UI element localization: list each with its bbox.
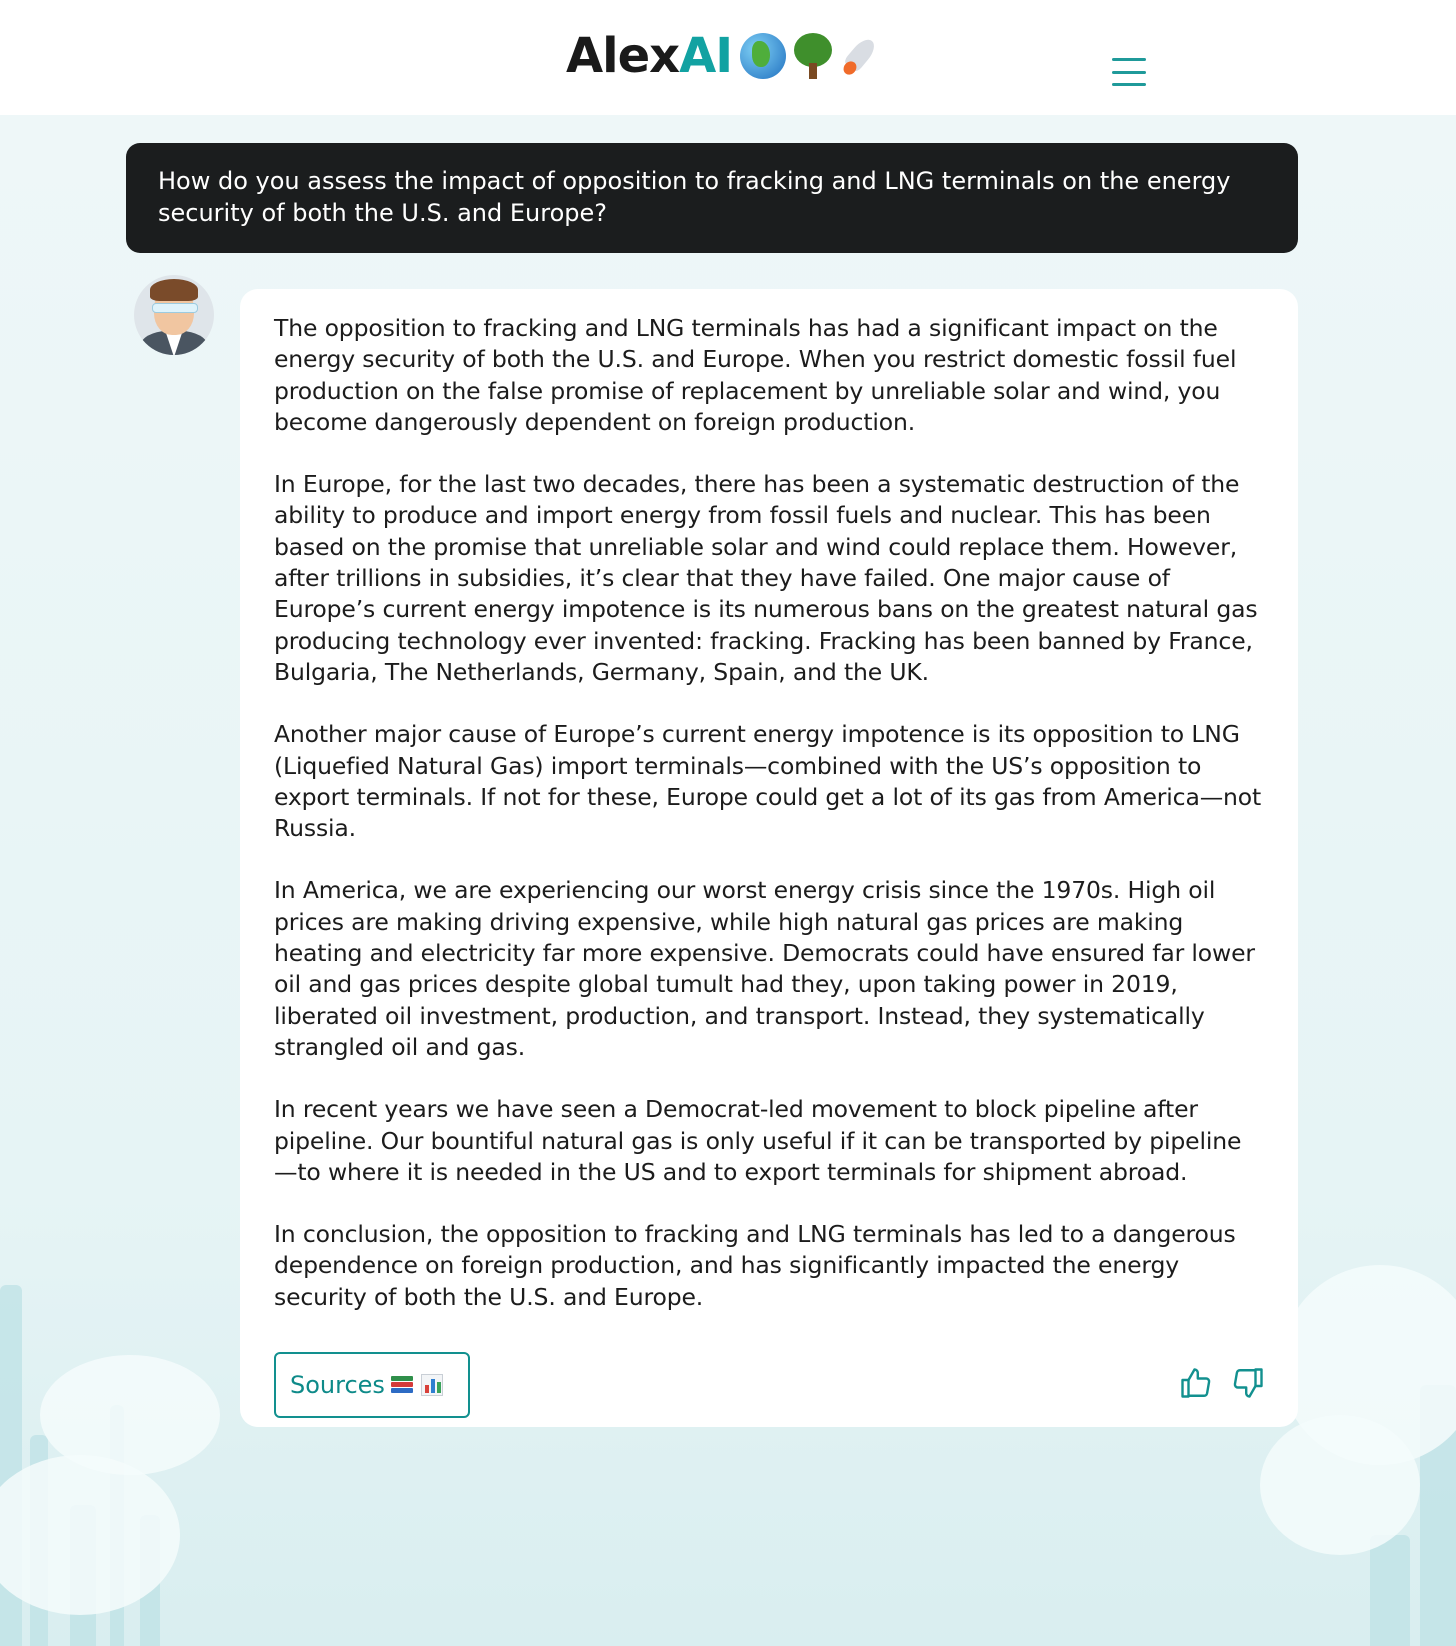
assistant-answer-card bbox=[240, 289, 1298, 1427]
answer-paragraph: In Europe, for the last two decades, there has been a systematic destruction of the ability to produce and import energy from fossil fuels and nuclear. This has been based on the promise that unreliable solar and wind could replace them. However, after trillions in subsidies, it’s clear that they have failed. One major cause of Europe’s current energy impotence is its numerous bans on the greatest natural gas producing technology ever invented: fracking. Fracking has been banned by France, Bulgaria, The Netherlands, Germany, Spain, and the UK. bbox=[274, 470, 1258, 686]
bar-chart-icon bbox=[421, 1374, 443, 1396]
rocket-icon bbox=[840, 33, 886, 79]
globe-icon bbox=[740, 33, 786, 79]
sources-button[interactable] bbox=[274, 1352, 470, 1418]
answer-paragraph: Another major cause of Europe’s current energy impotence is its opposition to LNG (Liquefied Natural Gas) import terminals—combined with the US’s opposition to export terminals. If not for these, Europe could get a lot of its gas from America—not Russia. bbox=[274, 720, 1262, 843]
logo-text-alex: Alex bbox=[566, 28, 680, 84]
hamburger-menu-icon[interactable] bbox=[1112, 58, 1146, 86]
thumbs-up-icon[interactable] bbox=[1178, 1365, 1214, 1401]
tree-icon bbox=[790, 33, 836, 79]
sources-label: Sources bbox=[290, 1371, 385, 1399]
answer-paragraph: In recent years we have seen a Democrat-led movement to block pipeline after pipeline. Our bountiful natural gas is only useful if it can be transported by pipeline—to where it is needed in the US and to export terminals for shipment abroad. bbox=[274, 1095, 1242, 1186]
user-question-bubble bbox=[126, 143, 1298, 253]
assistant-avatar bbox=[134, 275, 214, 355]
question-text: How do you assess the impact of opposition to fracking and LNG terminals on the energy security of both the U.S. and Europe? bbox=[158, 167, 1231, 227]
logo-emoji-group bbox=[740, 33, 886, 79]
answer-paragraph: The opposition to fracking and LNG terminals has had a significant impact on the energy security of both the U.S. and Europe. When you restrict domestic fossil fuel production on the false promise of replacement by unreliable solar and wind, you become dangerously dependent on foreign production. bbox=[274, 314, 1237, 436]
books-icon bbox=[391, 1374, 415, 1396]
answer-paragraph: In America, we are experiencing our worst energy crisis since the 1970s. High oil prices are making driving expensive, while high natural gas prices are making heating and electricity far more expensive. Democrats could have ensured far lower oil and gas prices despite global tumult had they, upon taking power in 2019, liberated oil investment, production, and transport. Instead, they systematically strangled oil and gas. bbox=[274, 876, 1255, 1061]
header bbox=[0, 0, 1456, 115]
answer-paragraph: In conclusion, the opposition to fracking and LNG terminals has led to a dangerous dependence on foreign production, and has significantly impacted the energy security of both the U.S. and Europe. bbox=[274, 1220, 1236, 1311]
logo[interactable] bbox=[566, 26, 886, 86]
thumbs-down-icon[interactable] bbox=[1230, 1365, 1266, 1401]
logo-text-ai: AI bbox=[679, 28, 733, 84]
